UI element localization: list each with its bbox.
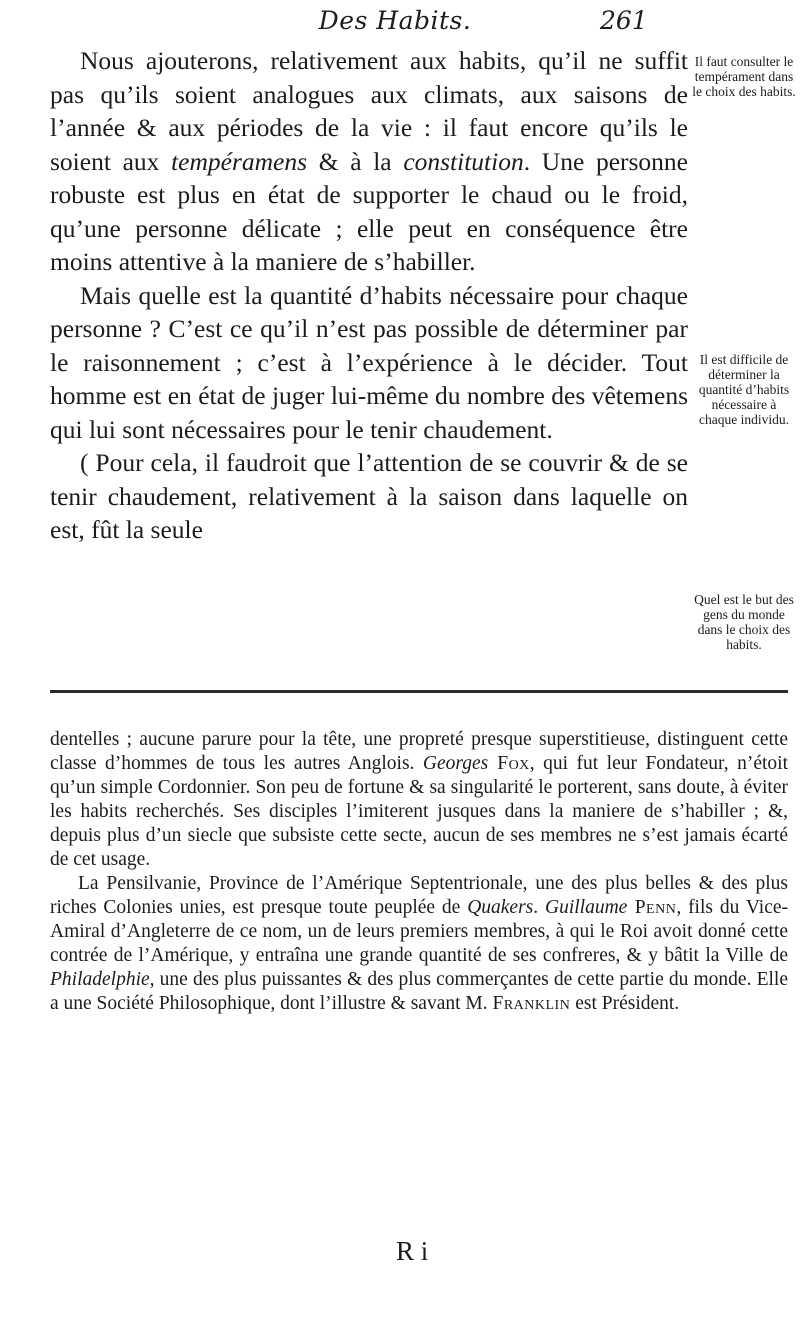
- name-penn: Penn: [627, 897, 677, 918]
- margin-note-temperament: Il faut consulter le tempérament dans le choix des habits.: [692, 54, 796, 99]
- margin-note-quantity: Il est difficile de déterminer la quantité d’habits nécessaire à chaque individu.: [698, 352, 790, 427]
- name-fox: Fox: [488, 753, 530, 774]
- page-number: 261: [600, 6, 648, 35]
- main-paragraph-1: Nous ajouterons, relativement aux habits, qu’il ne suffit pas qu’ils soient analogues aux climats, aux saisons de l’année & aux périodes de la vie : il faut encore qu’ils le soient aux tempéramens & à la constitution. Une personne robuste est plus en état de supporter le chaud ou le froid, qu’une personne délicate ; elle peut en conséquence être moins attentive à la maniere de s’habiller.: [50, 46, 688, 276]
- inserted-page-text: [50, 728, 788, 1016]
- margin-note-fashion: Quel est le but des gens du monde dans le choix des habits.: [694, 592, 794, 652]
- insert-paragraph-2: La Pensilvanie, Province de l’Amérique Septentrionale, une des plus belles & des plus riches Colonies unies, est presque toute peuplée de Quakers. Guillaume Penn, fils du Vice-Amiral d’Angleterre de ce nom, un de leurs premiers membres, à qui le Roi avoit donné cette contrée de l’Amérique, y entraîna une grande quantité de ses confreres, & y bâtit la Ville de Philadelphie, une des plus puissantes & des plus commerçantes de cette partie du monde. Elle a une Société Philosophique, dont l’illustre & savant M. Franklin est Président.: [50, 873, 788, 1014]
- insert-paragraph-1: dentelles ; aucune parure pour la tête, une propreté presque superstitieuse, distinguent cette classe d’hommes de tous les autres Anglois. Georges Fox, qui fut leur Fondateur, n’étoit qu’un simple Cordonnier. Son peu de fortune & sa singularité le porterent, sans doute, à éviter les habits recherchés. Ses disciples l’imiterent jusques dans la maniere de s’habiller ; &, depuis plus d’un siecle que subsiste cette secte, aucun de ses membres ne s’est jamais écarté de cet usage.: [50, 729, 788, 870]
- name-georges: Georges: [422, 753, 489, 774]
- name-franklin: Franklin: [492, 993, 571, 1014]
- running-title: Des Habits.: [318, 6, 472, 35]
- main-paragraph-3: ( Pour cela, il faudroit que l’attention de se couvrir & de se tenir chaudement, relativement à la saison dans laquelle on est, fût la seule: [50, 448, 688, 544]
- main-paragraph-2: Mais quelle est la quantité d’habits nécessaire pour chaque personne ? C’est ce qu’il n’est pas possible de déterminer par le raisonnement ; c’est à l’expérience à le décider. Tout homme est en état de juger lui-même du nombre des vêtemens qui lui sont nécessaires pour le tenir chaudement.: [50, 280, 688, 444]
- city-philadelphie: Philadelphie: [50, 969, 150, 990]
- emphasis-temperamens: tempéramens: [171, 146, 308, 176]
- footnote-divider: [50, 690, 788, 693]
- word-quakers: Quakers: [467, 897, 534, 918]
- emphasis-constitution: constitution: [403, 146, 524, 176]
- main-text: [50, 44, 688, 547]
- name-guillaume: Guillaume: [545, 897, 628, 918]
- printer-signature: R i: [396, 1236, 429, 1266]
